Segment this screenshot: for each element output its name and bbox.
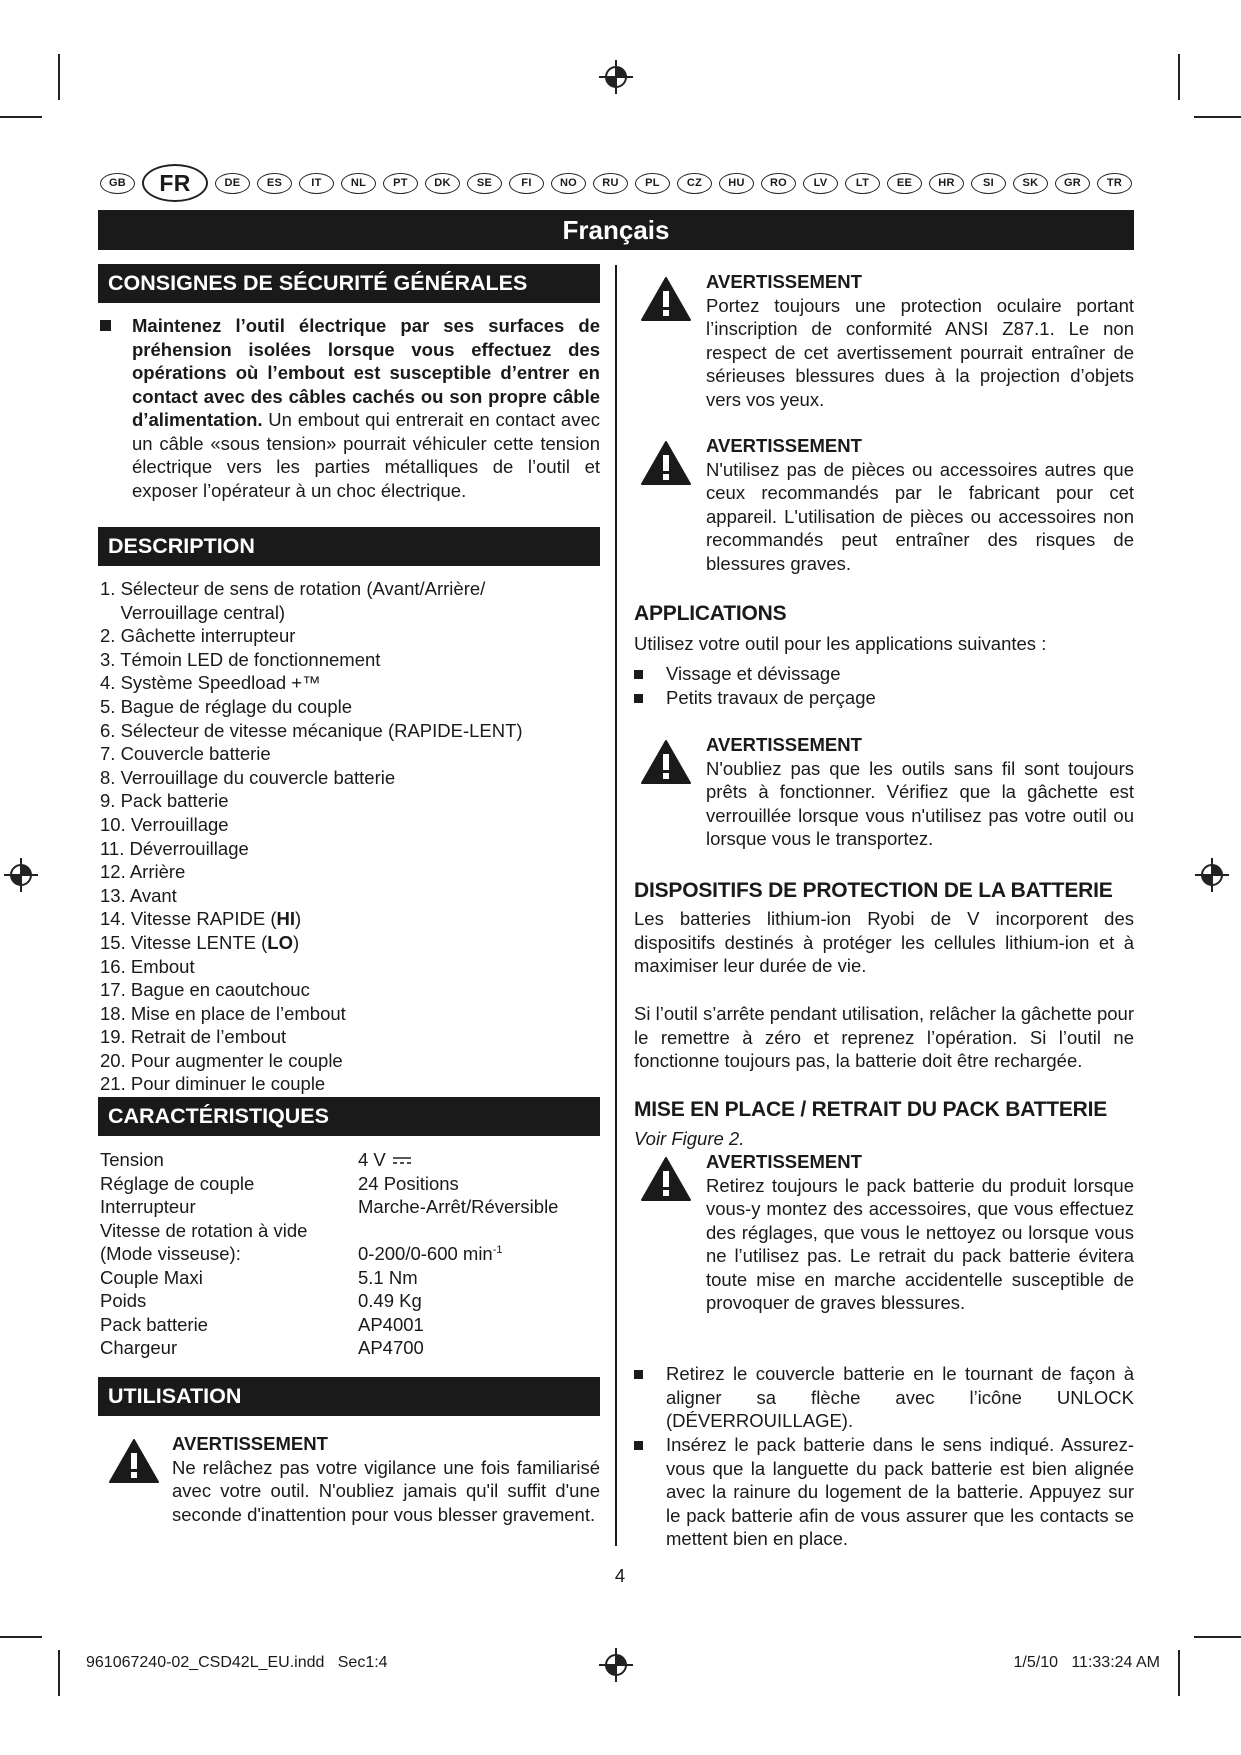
registration-mark-icon bbox=[599, 1648, 633, 1682]
language-tabs bbox=[100, 166, 1132, 200]
battery-protection-heading: DISPOSITIFS DE PROTECTION DE LA BATTERIE bbox=[634, 879, 1113, 902]
list-item: Verrouillage central) bbox=[100, 601, 286, 623]
spec-row bbox=[100, 1195, 558, 1219]
list-item bbox=[100, 931, 523, 955]
warning-title: AVERTISSEMENT bbox=[706, 734, 862, 755]
list-item: 8. Verrouillage du couvercle batterie bbox=[100, 766, 396, 788]
list-item: 18. Mise en place de l’embout bbox=[100, 1002, 346, 1024]
spec-value-wrap bbox=[358, 1148, 413, 1172]
spec-sup: -1 bbox=[492, 1243, 503, 1256]
application-item bbox=[634, 662, 1134, 686]
spec-row bbox=[100, 1289, 558, 1313]
lang-tab-gb[interactable]: GB bbox=[100, 173, 135, 194]
list-item: 17. Bague en caoutchouc bbox=[100, 979, 310, 1001]
lang-tab-lt[interactable]: LT bbox=[845, 173, 880, 194]
list-item: 6. Sélecteur de vitesse mécanique (RAPIDE-LENT) bbox=[100, 719, 523, 741]
lang-tab-ro[interactable]: RO bbox=[761, 173, 796, 194]
spec-key: Vitesse de rotation à vide bbox=[100, 1219, 308, 1241]
list-item: 19. Retrait de l’embout bbox=[100, 1026, 287, 1048]
footer-filename: 961067240-02_CSD42L_EU.indd Sec1:4 bbox=[86, 1654, 388, 1671]
spec-value-wrap bbox=[358, 1242, 503, 1266]
list-item: 12. Arrière bbox=[100, 861, 186, 883]
list-item: 2. Gâchette interrupteur bbox=[100, 625, 296, 647]
spec-value: 24 Positions bbox=[358, 1172, 459, 1194]
list-item: 10. Verrouillage bbox=[100, 813, 229, 835]
warning-icon bbox=[640, 440, 692, 486]
instruction-item bbox=[634, 1362, 1134, 1434]
list-item bbox=[100, 907, 523, 931]
cordless-warning bbox=[640, 733, 1134, 853]
crop-mark bbox=[0, 1636, 42, 1638]
page-number: 4 bbox=[614, 1565, 626, 1586]
spec-value: AP4700 bbox=[358, 1337, 424, 1358]
battery-paragraph: Les batteries lithium-ion Ryobi de V incorporent des dispositifs destinés à protéger les cellules lithium-ion et à maximiser leur durée de vie. bbox=[634, 908, 1134, 976]
battery-pack-heading: MISE EN PLACE / RETRAIT DU PACK BATTERIE bbox=[634, 1098, 1108, 1121]
warning-title: AVERTISSEMENT bbox=[706, 271, 862, 292]
list-item: 16. Embout bbox=[100, 955, 195, 977]
lang-tab-nl[interactable]: NL bbox=[341, 173, 376, 194]
applications-heading: APPLICATIONS bbox=[634, 602, 787, 625]
registration-mark-icon bbox=[599, 60, 633, 94]
warning-icon bbox=[640, 1156, 692, 1202]
list-item: 9. Pack batterie bbox=[100, 790, 229, 812]
spec-row bbox=[100, 1219, 558, 1243]
spec-value: 4 V bbox=[358, 1149, 386, 1170]
crop-mark bbox=[1178, 1650, 1180, 1696]
spec-value: 0.49 Kg bbox=[358, 1290, 422, 1311]
list-item: 11. Déverrouillage bbox=[100, 837, 249, 859]
eye-protection-warning bbox=[640, 270, 1134, 420]
crop-mark bbox=[1178, 54, 1180, 100]
spec-value: Marche-Arrêt/Réversible bbox=[358, 1196, 559, 1217]
lang-tab-hr[interactable]: HR bbox=[929, 173, 964, 194]
warning-text: Portez toujours une protection oculaire portant l’inscription de conformité ANSI Z87.1. Le non respect de cet avertissement pourrait entraîner de sérieuses blessures dues à la projection d’objets vers vos yeux. bbox=[706, 294, 1134, 410]
warning-title: AVERTISSEMENT bbox=[706, 1151, 862, 1172]
spec-row bbox=[100, 1266, 558, 1290]
spec-key: Poids bbox=[100, 1290, 147, 1311]
lang-tab-no[interactable]: NO bbox=[551, 173, 586, 194]
application-item bbox=[634, 686, 1134, 710]
utilisation-heading: UTILISATION bbox=[98, 1377, 600, 1416]
list-item: 4. Système Speedload +™ bbox=[100, 672, 321, 694]
warning-text: N'utilisez pas de pièces ou accessoires autres que ceux recommandés par le fabricant pour cet appareil. L'utilisation de pièces ou accessoires non recommandés peut entraîner des risques de blessures graves. bbox=[706, 458, 1134, 574]
bullet-square-icon bbox=[100, 320, 111, 331]
lang-tab-tr[interactable]: TR bbox=[1097, 173, 1132, 194]
spec-key: (Mode visseuse): bbox=[100, 1243, 241, 1264]
crop-mark bbox=[0, 116, 42, 118]
safety-bold-text: Maintenez l’outil électrique par ses surfaces de préhension isolées lorsque vous effectuez des opérations où l’embout est susceptible d’entrer en contact avec des câbles cachés ou son propre câble d’alimentation. bbox=[132, 315, 600, 430]
spec-row bbox=[100, 1172, 558, 1196]
spec-row bbox=[100, 1242, 558, 1266]
bullet-square-icon bbox=[634, 670, 643, 679]
spec-key: Chargeur bbox=[100, 1337, 178, 1358]
spec-value: 0-200/0-600 min bbox=[358, 1243, 493, 1264]
lang-tab-pt[interactable]: PT bbox=[383, 173, 418, 194]
lang-tab-es[interactable]: ES bbox=[257, 173, 292, 194]
lang-tab-fr-active[interactable]: FR bbox=[142, 164, 208, 202]
spec-value: 5.1 Nm bbox=[358, 1266, 418, 1288]
utilisation-warning bbox=[108, 1432, 600, 1552]
list-item: 21. Pour diminuer le couple bbox=[100, 1073, 326, 1095]
lang-tab-de[interactable]: DE bbox=[215, 173, 250, 194]
crop-mark bbox=[58, 1650, 60, 1696]
instruction-text: Retirez le couvercle batterie en le tournant de façon à aligner sa flèche avec l’icône UNLOCK (DÉVERROUILLAGE). bbox=[666, 1363, 1134, 1431]
crop-mark bbox=[1194, 116, 1241, 118]
lang-tab-it[interactable]: IT bbox=[299, 173, 334, 194]
item-text: ) bbox=[292, 931, 300, 953]
spec-row bbox=[100, 1148, 558, 1172]
dc-symbol-icon bbox=[391, 1155, 413, 1167]
registration-mark-icon bbox=[4, 858, 38, 892]
list-item: 7. Couvercle batterie bbox=[100, 743, 271, 765]
page-title: Français bbox=[98, 210, 1134, 250]
safety-heading: CONSIGNES DE SÉCURITÉ GÉNÉRALES bbox=[98, 264, 600, 303]
warning-text: N'oubliez pas que les outils sans fil sont toujours prêts à fonctionner. Vérifiez que la gâchette est verrouillée lorsque vous n'utilisez pas votre outil ou lorsque vous le transportez. bbox=[706, 757, 1134, 849]
spec-key: Couple Maxi bbox=[100, 1266, 203, 1288]
lang-tab-gr[interactable]: GR bbox=[1055, 173, 1090, 194]
list-item: 1. Sélecteur de sens de rotation (Avant/Arrière/ bbox=[100, 578, 486, 599]
column-divider bbox=[615, 265, 617, 1546]
item-text: ) bbox=[295, 908, 302, 930]
lang-tab-lv[interactable]: LV bbox=[803, 173, 838, 194]
item-text: 15. Vitesse LENTE ( bbox=[100, 931, 268, 953]
description-heading: DESCRIPTION bbox=[98, 527, 600, 566]
lang-tab-se[interactable]: SE bbox=[467, 173, 502, 194]
spec-key: Pack batterie bbox=[100, 1313, 208, 1335]
item-text: 14. Vitesse RAPIDE ( bbox=[100, 908, 277, 930]
battery-removal-warning bbox=[640, 1150, 1134, 1340]
warning-title: AVERTISSEMENT bbox=[706, 435, 862, 456]
list-item: 13. Avant bbox=[100, 884, 177, 906]
spec-key: Réglage de couple bbox=[100, 1172, 255, 1194]
accessories-warning bbox=[640, 434, 1134, 584]
bullet-square-icon bbox=[634, 694, 643, 703]
lang-tab-sk[interactable]: SK bbox=[1013, 173, 1048, 194]
bullet-square-icon bbox=[634, 1441, 643, 1450]
instruction-text: Insérez le pack batterie dans le sens indiqué. Assurez-vous que la languette du pack batterie est bien alignée avec la rainure du logement de la batterie. Appuyez sur le pack batterie afin de vous assurer que les contacts se mettent bien en place. bbox=[666, 1434, 1134, 1549]
instruction-item bbox=[634, 1433, 1134, 1551]
lang-tab-cz[interactable]: CZ bbox=[677, 173, 712, 194]
application-text: Vissage et dévissage bbox=[666, 663, 841, 684]
list-item: 20. Pour augmenter le couple bbox=[100, 1049, 343, 1071]
lang-tab-si[interactable]: SI bbox=[971, 173, 1006, 194]
list-item: 3. Témoin LED de fonctionnement bbox=[100, 648, 381, 670]
applications-intro: Utilisez votre outil pour les applications suivantes : bbox=[634, 633, 1047, 654]
item-bold: HI bbox=[276, 908, 296, 930]
warning-title: AVERTISSEMENT bbox=[172, 1433, 328, 1454]
safety-text: Un embout qui entrerait en contact avec un câble «sous tension» pourrait véhiculer cette tension électrique vers les parties métalliques de l’outil et exposer l’opérateur à un choc électrique. bbox=[132, 409, 600, 501]
lang-tab-ru[interactable]: RU bbox=[593, 173, 628, 194]
specs-heading: CARACTÉRISTIQUES bbox=[98, 1097, 600, 1136]
lang-tab-ee[interactable]: EE bbox=[887, 173, 922, 194]
list-item: 5. Bague de réglage du couple bbox=[100, 695, 353, 717]
spec-row bbox=[100, 1313, 558, 1337]
parts-list bbox=[100, 577, 523, 1096]
spec-value: AP4001 bbox=[358, 1313, 424, 1335]
figure-reference: Voir Figure 2. bbox=[634, 1128, 745, 1149]
specs-table bbox=[100, 1148, 558, 1360]
spec-key: Tension bbox=[100, 1149, 164, 1170]
warning-text: Retirez toujours le pack batterie du produit lorsque vous-y montez des accessoires, que vous effectuez des réglages, que vous le nettoyez ou lorsque vous ne l’utilisez pas. Le retrait du pack batterie évitera toute mise en marche accidentelle susceptible de provoquer de graves blessures. bbox=[706, 1174, 1134, 1313]
application-text: Petits travaux de perçage bbox=[666, 687, 876, 708]
spec-key: Interrupteur bbox=[100, 1196, 196, 1217]
warning-text: Ne relâchez pas votre vigilance une fois familiarisé avec votre outil. N'oubliez jamais qu'il suffit d'une seconde d'inattention pour vous blesser gravement. bbox=[172, 1456, 600, 1525]
registration-mark-icon bbox=[1195, 858, 1229, 892]
lang-tab-hu[interactable]: HU bbox=[719, 173, 754, 194]
crop-mark bbox=[1194, 1636, 1241, 1638]
item-bold: LO bbox=[267, 931, 293, 953]
battery-paragraph: Si l’outil s’arrête pendant utilisation, relâcher la gâchette pour le remettre à zéro et reprenez l’opération. Si l’outil ne fonctionne toujours pas, la batterie doit être rechargée. bbox=[634, 1003, 1134, 1071]
spec-row bbox=[100, 1336, 558, 1360]
lang-tab-fi[interactable]: FI bbox=[509, 173, 544, 194]
lang-tab-dk[interactable]: DK bbox=[425, 173, 460, 194]
warning-icon bbox=[108, 1438, 160, 1484]
lang-tab-pl[interactable]: PL bbox=[635, 173, 670, 194]
bullet-square-icon bbox=[634, 1370, 643, 1379]
warning-icon bbox=[640, 739, 692, 785]
footer-timestamp: 1/5/10 11:33:24 AM bbox=[1013, 1654, 1160, 1671]
warning-icon bbox=[640, 276, 692, 322]
crop-mark bbox=[58, 54, 60, 100]
